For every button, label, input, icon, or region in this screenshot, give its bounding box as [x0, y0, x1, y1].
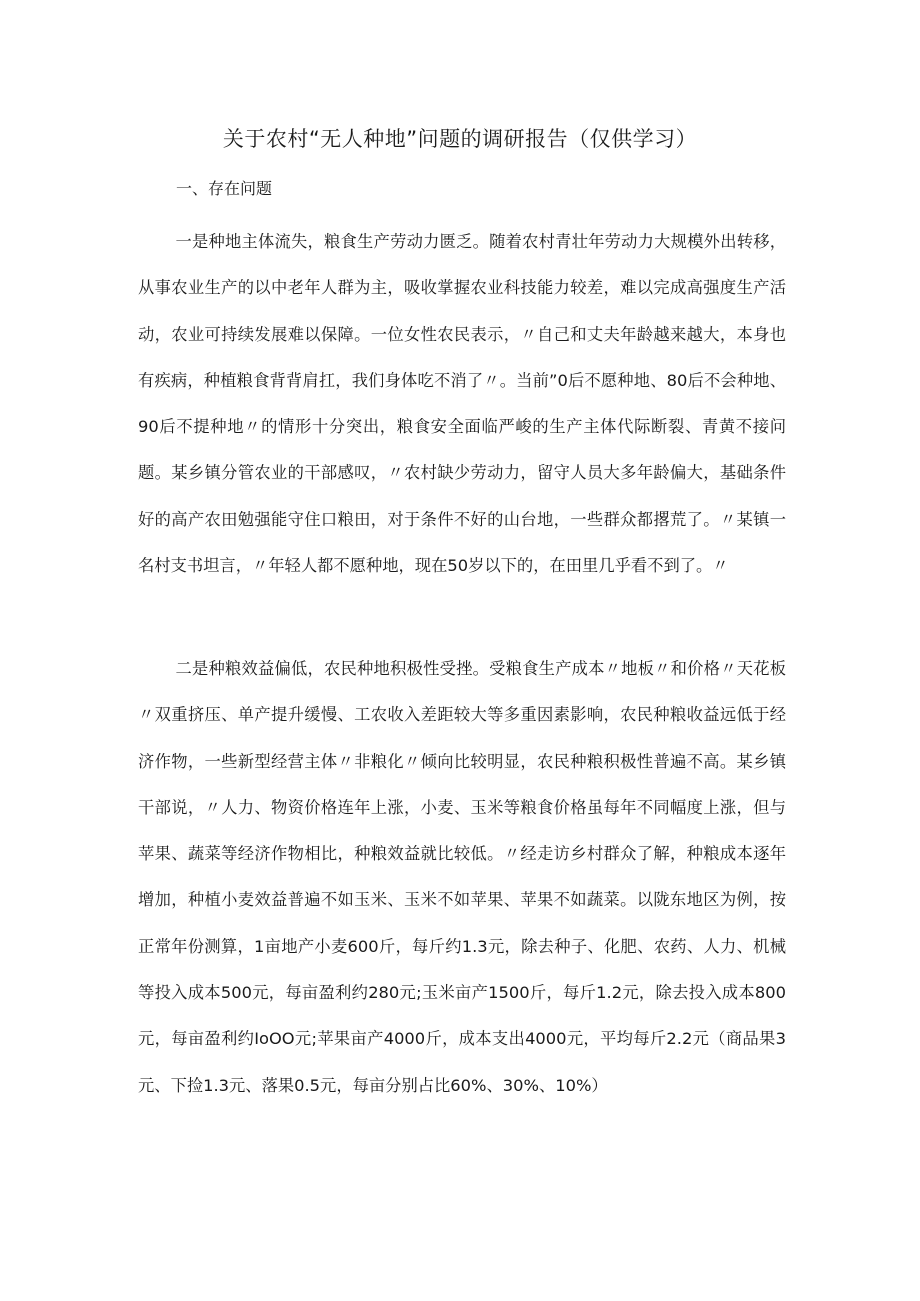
- section-heading: 一、存在问题: [176, 179, 273, 198]
- paragraph-1: 一是种地主体流失，粮食生产劳动力匮乏。随着农村青壮年劳动力大规模外出转移，从事农业生产的以中老年人群为主，吸收掌握农业科技能力较差，难以完成高强度生产活动，农业可持续发展难以保障。一位女性农民表示，〃自己和丈夫年龄越来越大，本身也有疾病，种植粮食背背肩扛，我们身体吃不消了〃。当前”0后不愿种地、80后不会种地、90后不提种地〃的情形十分突出，粮食安全面临严峻的生产主体代际断裂、青黄不接问题。某乡镇分管农业的干部感叹，〃农村缺少劳动力，留守人员大多年龄偏大，基础条件好的高产农田勉强能守住口粮田，对于条件不好的山台地，一些群众都撂荒了。〃某镇一名村支书坦言，〃年轻人都不愿种地，现在50岁以下的，在田里几乎看不到了。〃: [138, 232, 786, 576]
- paragraph-2: 二是种粮效益偏低，农民种地积极性受挫。受粮食生产成本〃地板〃和价格〃天花板〃双重挤压、单产提升缓慢、工农收入差距较大等多重因素影响，农民种粮收益远低于经济作物，一些新型经营主体〃非粮化〃倾向比较明显，农民种粮积极性普遍不高。某乡镇干部说，〃人力、物资价格连年上涨，小麦、玉米等粮食价格虽每年不同幅度上涨，但与苹果、蔬菜等经济作物相比，种粮效益就比较低。〃经走访乡村群众了解，种粮成本逐年增加，种植小麦效益普遍不如玉米、玉米不如苹果、苹果不如蔬菜。以陇东地区为例，按正常年份测算，1亩地产小麦600斤，每斤约1.3元，除去种子、化肥、农药、人力、机械等投入成本500元，每亩盈利约280元;玉米亩产1500斤，每斤1.2元，除去投入成本800元，每亩盈利约IoOO元;苹果亩产4000斤，成本支出4000元，平均每斤2.2元（商品果3元、下捡1.3元、落果0.5元，每亩分别占比60%、30%、10%）: [138, 659, 786, 1095]
- document-title: 关于农村“无人种地”问题的调研报告（仅供学习）: [222, 127, 698, 151]
